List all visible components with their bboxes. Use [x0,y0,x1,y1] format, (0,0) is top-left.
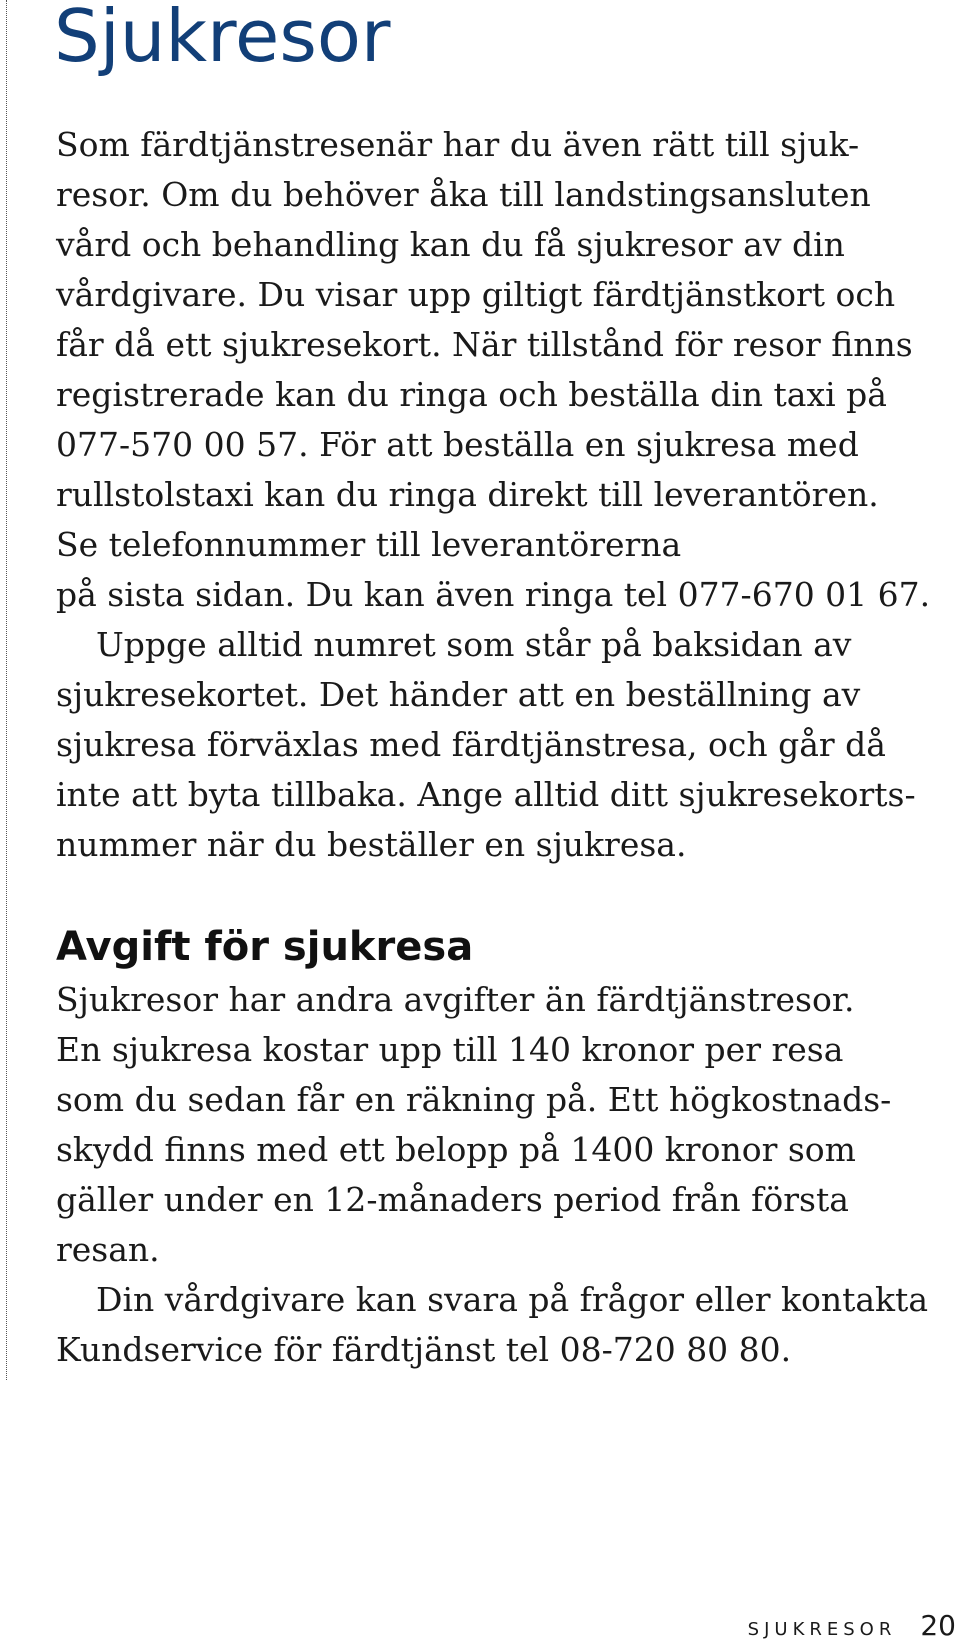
page-footer [748,1609,956,1642]
margin-rule [6,0,7,1380]
text-line: Din vårdgivare kan svara på frågor eller kontakta [96,1280,928,1319]
fee-paragraph [56,975,946,1375]
text-line: resor. Om du behöver åka till landstingsansluten [56,175,871,214]
text-line: inte att byta tillbaka. Ange alltid ditt sjukresekorts- [56,775,916,814]
text-line: sjukresekortet. Det händer att en beställning av [56,675,861,714]
text-line: sjukresa förväxlas med färdtjänstresa, och går då [56,725,886,764]
page-title: Sjukresor [54,0,391,78]
text-line: Se telefonnummer till leverantörerna [56,525,682,564]
text-line: Sjukresor har andra avgifter än färdtjänstresor. [56,980,855,1019]
text-line: skydd finns med ett belopp på 1400 kronor som [56,1130,856,1169]
text-line: Som färdtjänstresenär har du även rätt till sjuk- [56,125,860,164]
footer-section-label: SJUKRESOR [747,1619,897,1640]
text-line: nummer när du beställer en sjukresa. [56,825,687,864]
section-heading-fee: Avgift för sjukresa [56,924,474,970]
text-line: Kundservice för färdtjänst tel 08-720 80 80. [56,1330,792,1369]
text-line: vård och behandling kan du få sjukresor av din [56,225,845,264]
text-line: resan. [56,1230,160,1269]
text-line: gäller under en 12-månaders period från första [56,1180,849,1219]
text-line: Uppge alltid numret som står på baksidan av [96,625,852,664]
intro-paragraph [56,120,946,870]
page-number: 20 [920,1609,956,1642]
text-line: som du sedan får en räkning på. Ett högkostnads- [56,1080,892,1119]
text-line: rullstolstaxi kan du ringa direkt till leverantören. [56,475,879,514]
text-line: En sjukresa kostar upp till 140 kronor per resa [56,1030,844,1069]
text-line: på sista sidan. Du kan även ringa tel 077-670 01 67. [56,575,931,614]
text-line: registrerade kan du ringa och beställa din taxi på [56,375,887,414]
text-line: vårdgivare. Du visar upp giltigt färdtjänstkort och [56,275,896,314]
text-line: får då ett sjukresekort. När tillstånd för resor finns [56,325,913,364]
text-line: 077-570 00 57. För att beställa en sjukresa med [56,425,859,464]
